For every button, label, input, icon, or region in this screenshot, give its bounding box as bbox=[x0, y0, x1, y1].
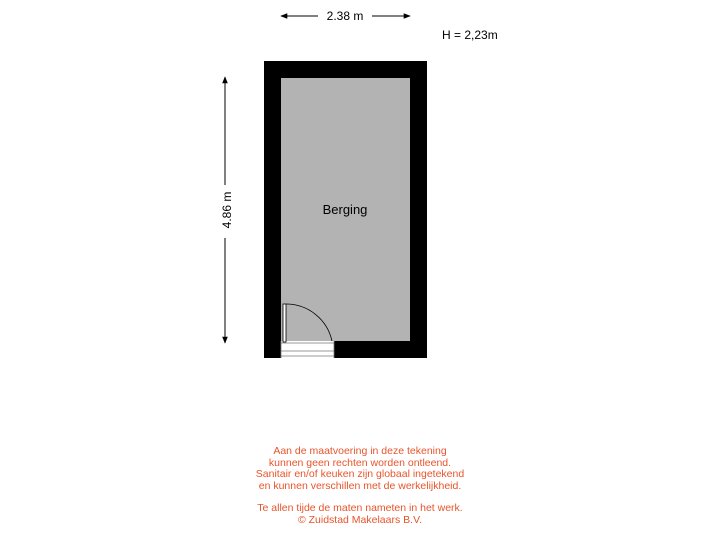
width-dimension-label: 2.38 m bbox=[326, 9, 364, 23]
disclaimer-line: en kunnen verschillen met de werkelijkheid. bbox=[258, 479, 462, 492]
door-opening bbox=[281, 341, 334, 358]
copyright-line: © Zuidstad Makelaars B.V. bbox=[297, 513, 423, 526]
door-leaf bbox=[283, 304, 286, 342]
disclaimer-line: kunnen geen rechten worden ontleend. bbox=[268, 456, 452, 469]
disclaimer-line: Aan de maatvoering in deze tekening bbox=[273, 445, 447, 457]
disclaimer-line: Te allen tijde de maten nameten in het werk. bbox=[257, 502, 463, 514]
depth-dimension-label: 4.86 m bbox=[220, 191, 234, 229]
disclaimer bbox=[160, 446, 560, 526]
room-label: Berging bbox=[322, 202, 368, 217]
disclaimer-line: Sanitair en/of keuken zijn globaal ingetekend bbox=[255, 468, 465, 480]
ceiling-height-label: H = 2,23m bbox=[442, 28, 498, 42]
